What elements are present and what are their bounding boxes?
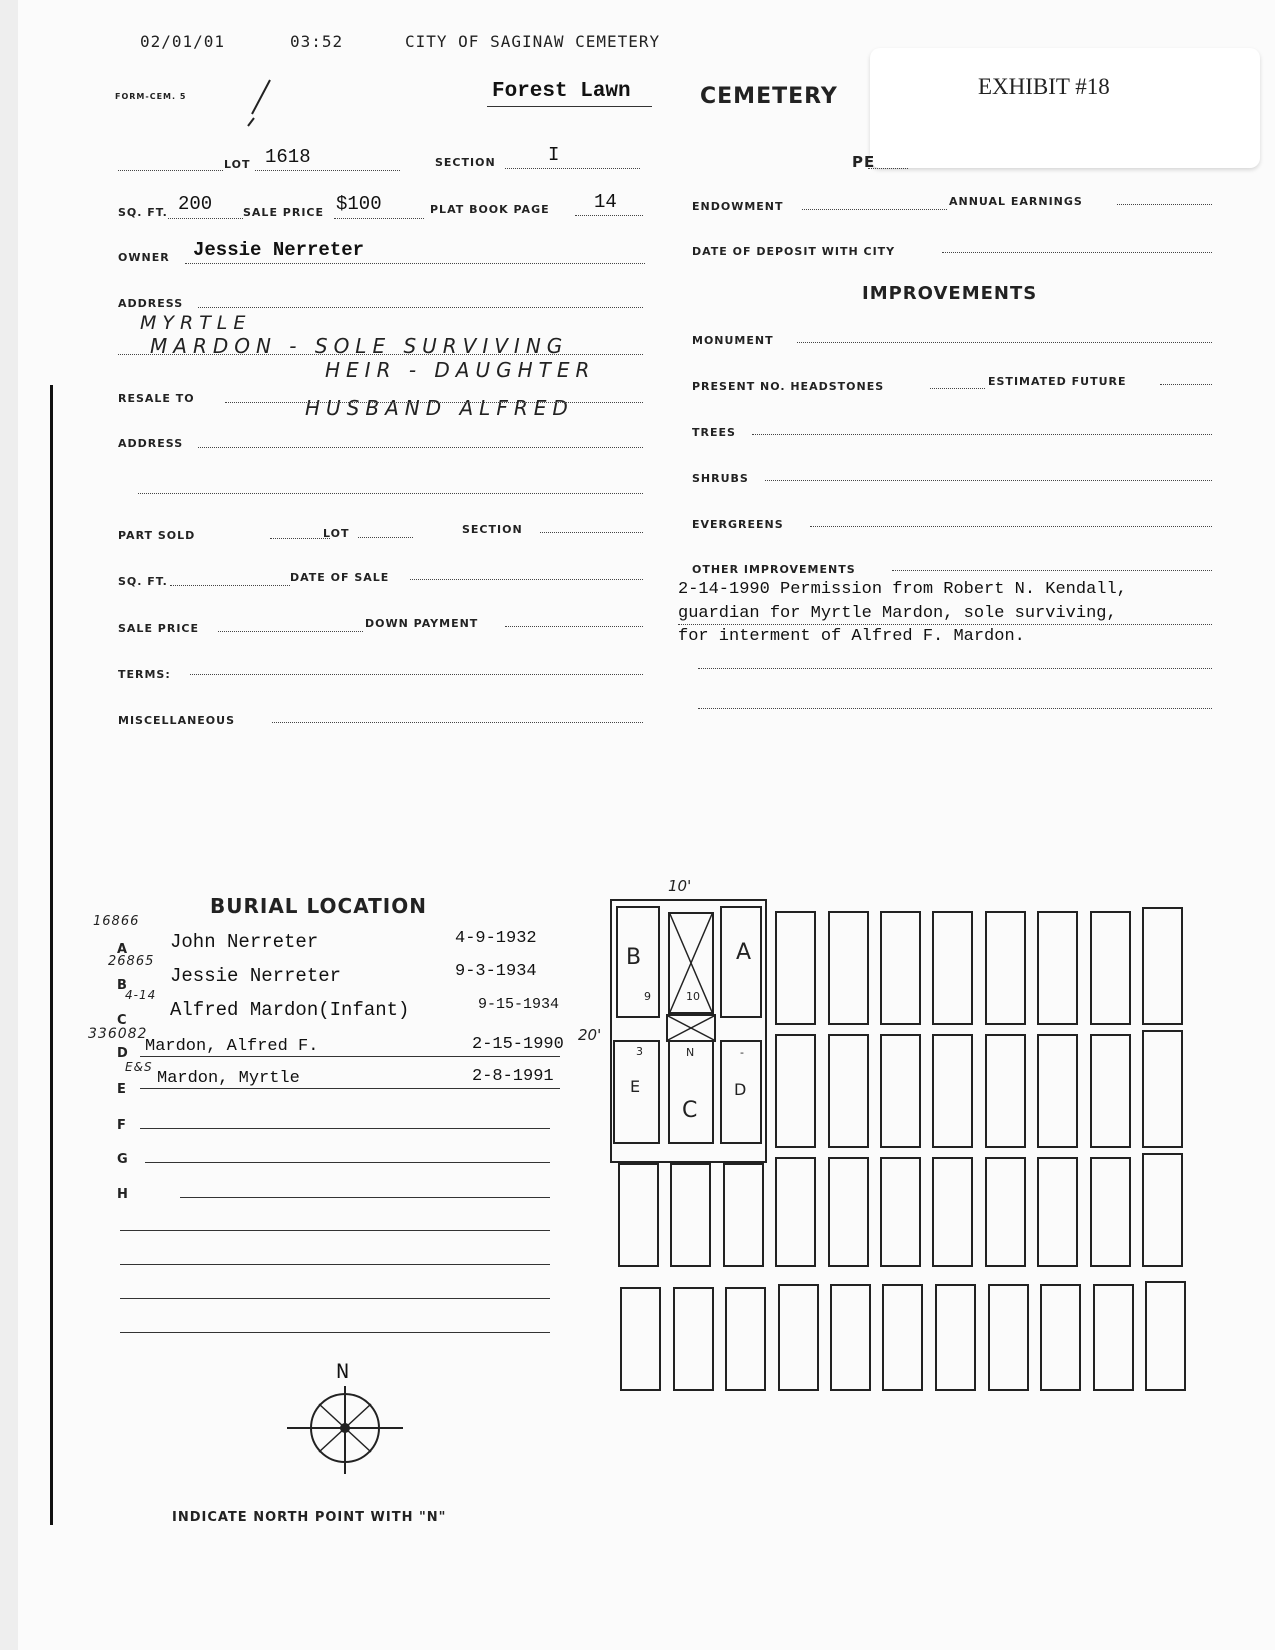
endowment-line	[802, 209, 947, 210]
grid-plot	[1037, 1034, 1078, 1148]
grid-plot	[985, 911, 1026, 1025]
left-margin-bar	[50, 385, 53, 1525]
owner-value: Jessie Nerreter	[193, 239, 365, 261]
form-id: FORM-CEM. 5	[115, 92, 187, 101]
section-value: I	[548, 144, 560, 166]
compass-icon	[285, 1380, 405, 1480]
fax-time: 03:52	[290, 32, 344, 51]
infant-x-mark	[666, 1014, 716, 1042]
estimated-future-label: ESTIMATED FUTURE	[988, 375, 1127, 388]
deposit-label: DATE OF DEPOSIT WITH CITY	[692, 245, 896, 258]
grid-plot	[1090, 911, 1131, 1025]
burial-date-c: 9-15-1934	[478, 996, 560, 1013]
grid-plot	[830, 1284, 871, 1391]
annual-earnings-label: ANNUAL EARNINGS	[949, 195, 1083, 208]
owner-label: OWNER	[118, 251, 170, 264]
handwritten-heir: HEIR - DAUGHTER	[325, 358, 596, 382]
sqft2-line	[170, 585, 290, 586]
burial-line-g	[145, 1162, 550, 1163]
grave-e-label: E	[630, 1077, 641, 1096]
grid-plot	[673, 1287, 714, 1391]
monument-line	[797, 342, 1212, 343]
burial-date-e: 2-8-1991	[472, 1067, 554, 1086]
grave-e-number: 3	[636, 1045, 643, 1058]
perpetual-care-label: PE	[852, 153, 876, 171]
scan-edge	[0, 0, 18, 1650]
lot-label: LOT	[224, 158, 251, 171]
burial-letter-f: F	[117, 1118, 127, 1133]
evergreens-label: EVERGREENS	[692, 518, 784, 531]
part-sold-line	[270, 538, 330, 539]
grid-plot	[725, 1287, 766, 1391]
grid-plot	[778, 1284, 819, 1391]
improvement-note-line-3: for interment of Alfred F. Mardon.	[678, 627, 1025, 646]
plot-dimension-side: 20'	[578, 1026, 602, 1044]
burial-note-c: 4-14	[125, 988, 157, 1002]
resale-label: RESALE TO	[118, 392, 195, 405]
grid-plot	[932, 1034, 973, 1148]
misc-label: MISCELLANEOUS	[118, 714, 236, 727]
grid-plot	[880, 1034, 921, 1148]
sqft-label: SQ. FT.	[118, 206, 168, 219]
grid-plot	[828, 1034, 869, 1148]
grid-plot	[880, 1157, 921, 1267]
grave-d-label: D	[734, 1080, 747, 1099]
burial-name-e: Mardon, Myrtle	[157, 1069, 300, 1088]
north-instruction: INDICATE NORTH POINT WITH "N"	[172, 1510, 447, 1525]
address-line-2	[118, 354, 643, 355]
grid-plot	[1037, 1157, 1078, 1267]
burial-date-b: 9-3-1934	[455, 962, 537, 981]
perpetual-line	[868, 168, 908, 169]
section2-label: SECTION	[462, 523, 523, 536]
grid-plot	[620, 1287, 661, 1391]
burial-location-heading: BURIAL LOCATION	[210, 894, 427, 918]
sale-price-line	[334, 218, 424, 219]
owner-line	[185, 263, 645, 264]
burial-line-f	[140, 1128, 550, 1129]
address2-label: ADDRESS	[118, 437, 184, 450]
cemetery-name: Forest Lawn	[492, 80, 631, 103]
grid-plot	[723, 1163, 764, 1267]
trees-label: TREES	[692, 426, 736, 439]
grid-plot	[1090, 1157, 1131, 1267]
grid-plot	[1090, 1034, 1131, 1148]
sale-price-value: $100	[336, 193, 382, 215]
grave-center-number: 10	[686, 990, 700, 1003]
grid-plot	[935, 1284, 976, 1391]
grid-plot	[1040, 1284, 1081, 1391]
grave-b-label: B	[626, 945, 642, 970]
burial-letter-b: B	[117, 978, 128, 993]
burial-letter-g: G	[117, 1152, 129, 1167]
burial-date-a: 4-9-1932	[455, 929, 537, 948]
address-label: ADDRESS	[118, 297, 184, 310]
grave-d-number: -	[740, 1046, 744, 1059]
burial-letter-d: D	[117, 1046, 129, 1061]
address-line	[198, 307, 643, 308]
grid-plot	[985, 1034, 1026, 1148]
grid-plot	[1037, 911, 1078, 1025]
lot2-line	[358, 537, 413, 538]
grave-b-number: 9	[644, 990, 651, 1003]
lot-line	[255, 170, 400, 171]
burial-note-e: E&S	[125, 1060, 153, 1074]
part-sold-label: PART SOLD	[118, 529, 196, 542]
address2-line	[198, 447, 643, 448]
burial-name-b: Jessie Nerreter	[170, 965, 342, 987]
date-of-sale-line	[410, 579, 643, 580]
grid-plot	[1142, 907, 1183, 1025]
shrubs-label: SHRUBS	[692, 472, 749, 485]
handwritten-name: MYRTLE	[140, 312, 252, 334]
estimated-future-line	[1160, 384, 1212, 385]
evergreens-line	[810, 526, 1212, 527]
north-letter: N	[336, 1360, 350, 1385]
note-line-5	[698, 708, 1212, 709]
handwritten-sole-surviving: MARDON - SOLE SURVIVING	[150, 334, 569, 358]
grid-plot	[670, 1163, 711, 1267]
endowment-label: ENDOWMENT	[692, 200, 784, 213]
note-line-4	[698, 668, 1212, 669]
burial-letter-h: H	[117, 1187, 129, 1202]
improvement-note-line-1: 2-14-1990 Permission from Robert N. Kendall,	[678, 580, 1127, 599]
burial-letter-a: A	[117, 942, 129, 957]
grid-plot	[828, 1157, 869, 1267]
cemetery-label: CEMETERY	[700, 84, 838, 109]
burial-letter-e: E	[117, 1082, 127, 1097]
burial-note-d: 336082	[88, 1026, 148, 1042]
burial-line-extra-1	[120, 1230, 550, 1231]
pen-mark	[240, 78, 280, 128]
plat-book-value: 14	[594, 191, 617, 213]
grid-plot	[1093, 1284, 1134, 1391]
plot-dimension-top: 10'	[668, 877, 692, 895]
terms-label: TERMS:	[118, 668, 171, 681]
grave-c-number: N	[686, 1046, 695, 1059]
resale-value: HUSBAND ALFRED	[305, 396, 574, 420]
grid-plot	[932, 1157, 973, 1267]
grid-plot	[1142, 1030, 1183, 1148]
monument-label: MONUMENT	[692, 334, 774, 347]
cemetery-name-underline	[487, 106, 652, 107]
headstones-line	[930, 388, 985, 389]
other-improvements-line	[892, 570, 1212, 571]
grid-plot	[775, 1034, 816, 1148]
resale-line	[225, 402, 643, 403]
shrubs-line	[765, 480, 1212, 481]
grid-plot	[988, 1284, 1029, 1391]
exhibit-label: EXHIBIT #18	[978, 74, 1110, 99]
section2-line	[540, 532, 643, 533]
terms-line	[190, 674, 643, 675]
burial-line-extra-4	[120, 1332, 550, 1333]
burial-line-d	[140, 1056, 560, 1057]
plat-book-line	[575, 215, 643, 216]
annual-earnings-line	[1117, 204, 1212, 205]
trees-line	[752, 434, 1212, 435]
section-line	[505, 168, 640, 169]
burial-line-h	[180, 1197, 550, 1198]
grid-plot	[775, 1157, 816, 1267]
sqft-line	[168, 218, 243, 219]
lot-value: 1618	[265, 146, 311, 168]
date-of-sale-label: DATE OF SALE	[290, 571, 390, 584]
headstones-label: PRESENT NO. HEADSTONES	[692, 380, 885, 393]
burial-note-b: 26865	[108, 954, 155, 969]
deposit-line	[942, 252, 1212, 253]
other-improvements-label: OTHER IMPROVEMENTS	[692, 563, 856, 576]
burial-name-a: John Nerreter	[170, 931, 319, 953]
grid-plot	[1145, 1281, 1186, 1391]
grid-plot	[882, 1284, 923, 1391]
burial-letter-c: C	[117, 1013, 128, 1028]
address2-line-2	[138, 493, 643, 494]
improvements-heading: IMPROVEMENTS	[862, 283, 1038, 304]
sale-price2-line	[218, 631, 363, 632]
burial-name-c: Alfred Mardon(Infant)	[170, 999, 410, 1021]
burial-note-a: 16866	[93, 914, 140, 929]
grid-plot	[985, 1157, 1026, 1267]
down-payment-label: DOWN PAYMENT	[365, 617, 479, 630]
grid-plot	[1142, 1153, 1183, 1267]
grid-plot	[775, 911, 816, 1025]
burial-name-d: Mardon, Alfred F.	[145, 1037, 319, 1056]
section-label: SECTION	[435, 156, 496, 169]
fax-title: CITY OF SAGINAW CEMETERY	[405, 32, 661, 51]
sale-price-label: SALE PRICE	[243, 206, 325, 219]
burial-date-d: 2-15-1990	[472, 1035, 564, 1054]
exhibit-sticker	[870, 48, 1260, 168]
misc-line	[272, 722, 643, 723]
grid-plot	[932, 911, 973, 1025]
improvement-note-line-2: guardian for Myrtle Mardon, sole surviving,	[678, 604, 1117, 623]
down-payment-line	[505, 626, 643, 627]
grave-a-label: A	[736, 940, 752, 965]
plat-book-label: PLAT BOOK PAGE	[430, 203, 550, 216]
lot2-label: LOT	[323, 527, 350, 540]
grid-plot	[618, 1163, 659, 1267]
sale-price2-label: SALE PRICE	[118, 622, 200, 635]
burial-line-extra-3	[120, 1298, 550, 1299]
sqft2-label: SQ. FT.	[118, 575, 168, 588]
sqft-value: 200	[178, 193, 213, 215]
grave-c-label: C	[682, 1098, 698, 1123]
note-line-2	[678, 624, 1212, 625]
burial-line-extra-2	[120, 1264, 550, 1265]
burial-line-e	[140, 1088, 560, 1089]
grid-plot	[828, 911, 869, 1025]
lot-leader	[118, 170, 223, 171]
fax-date: 02/01/01	[140, 32, 226, 51]
grid-plot	[880, 911, 921, 1025]
